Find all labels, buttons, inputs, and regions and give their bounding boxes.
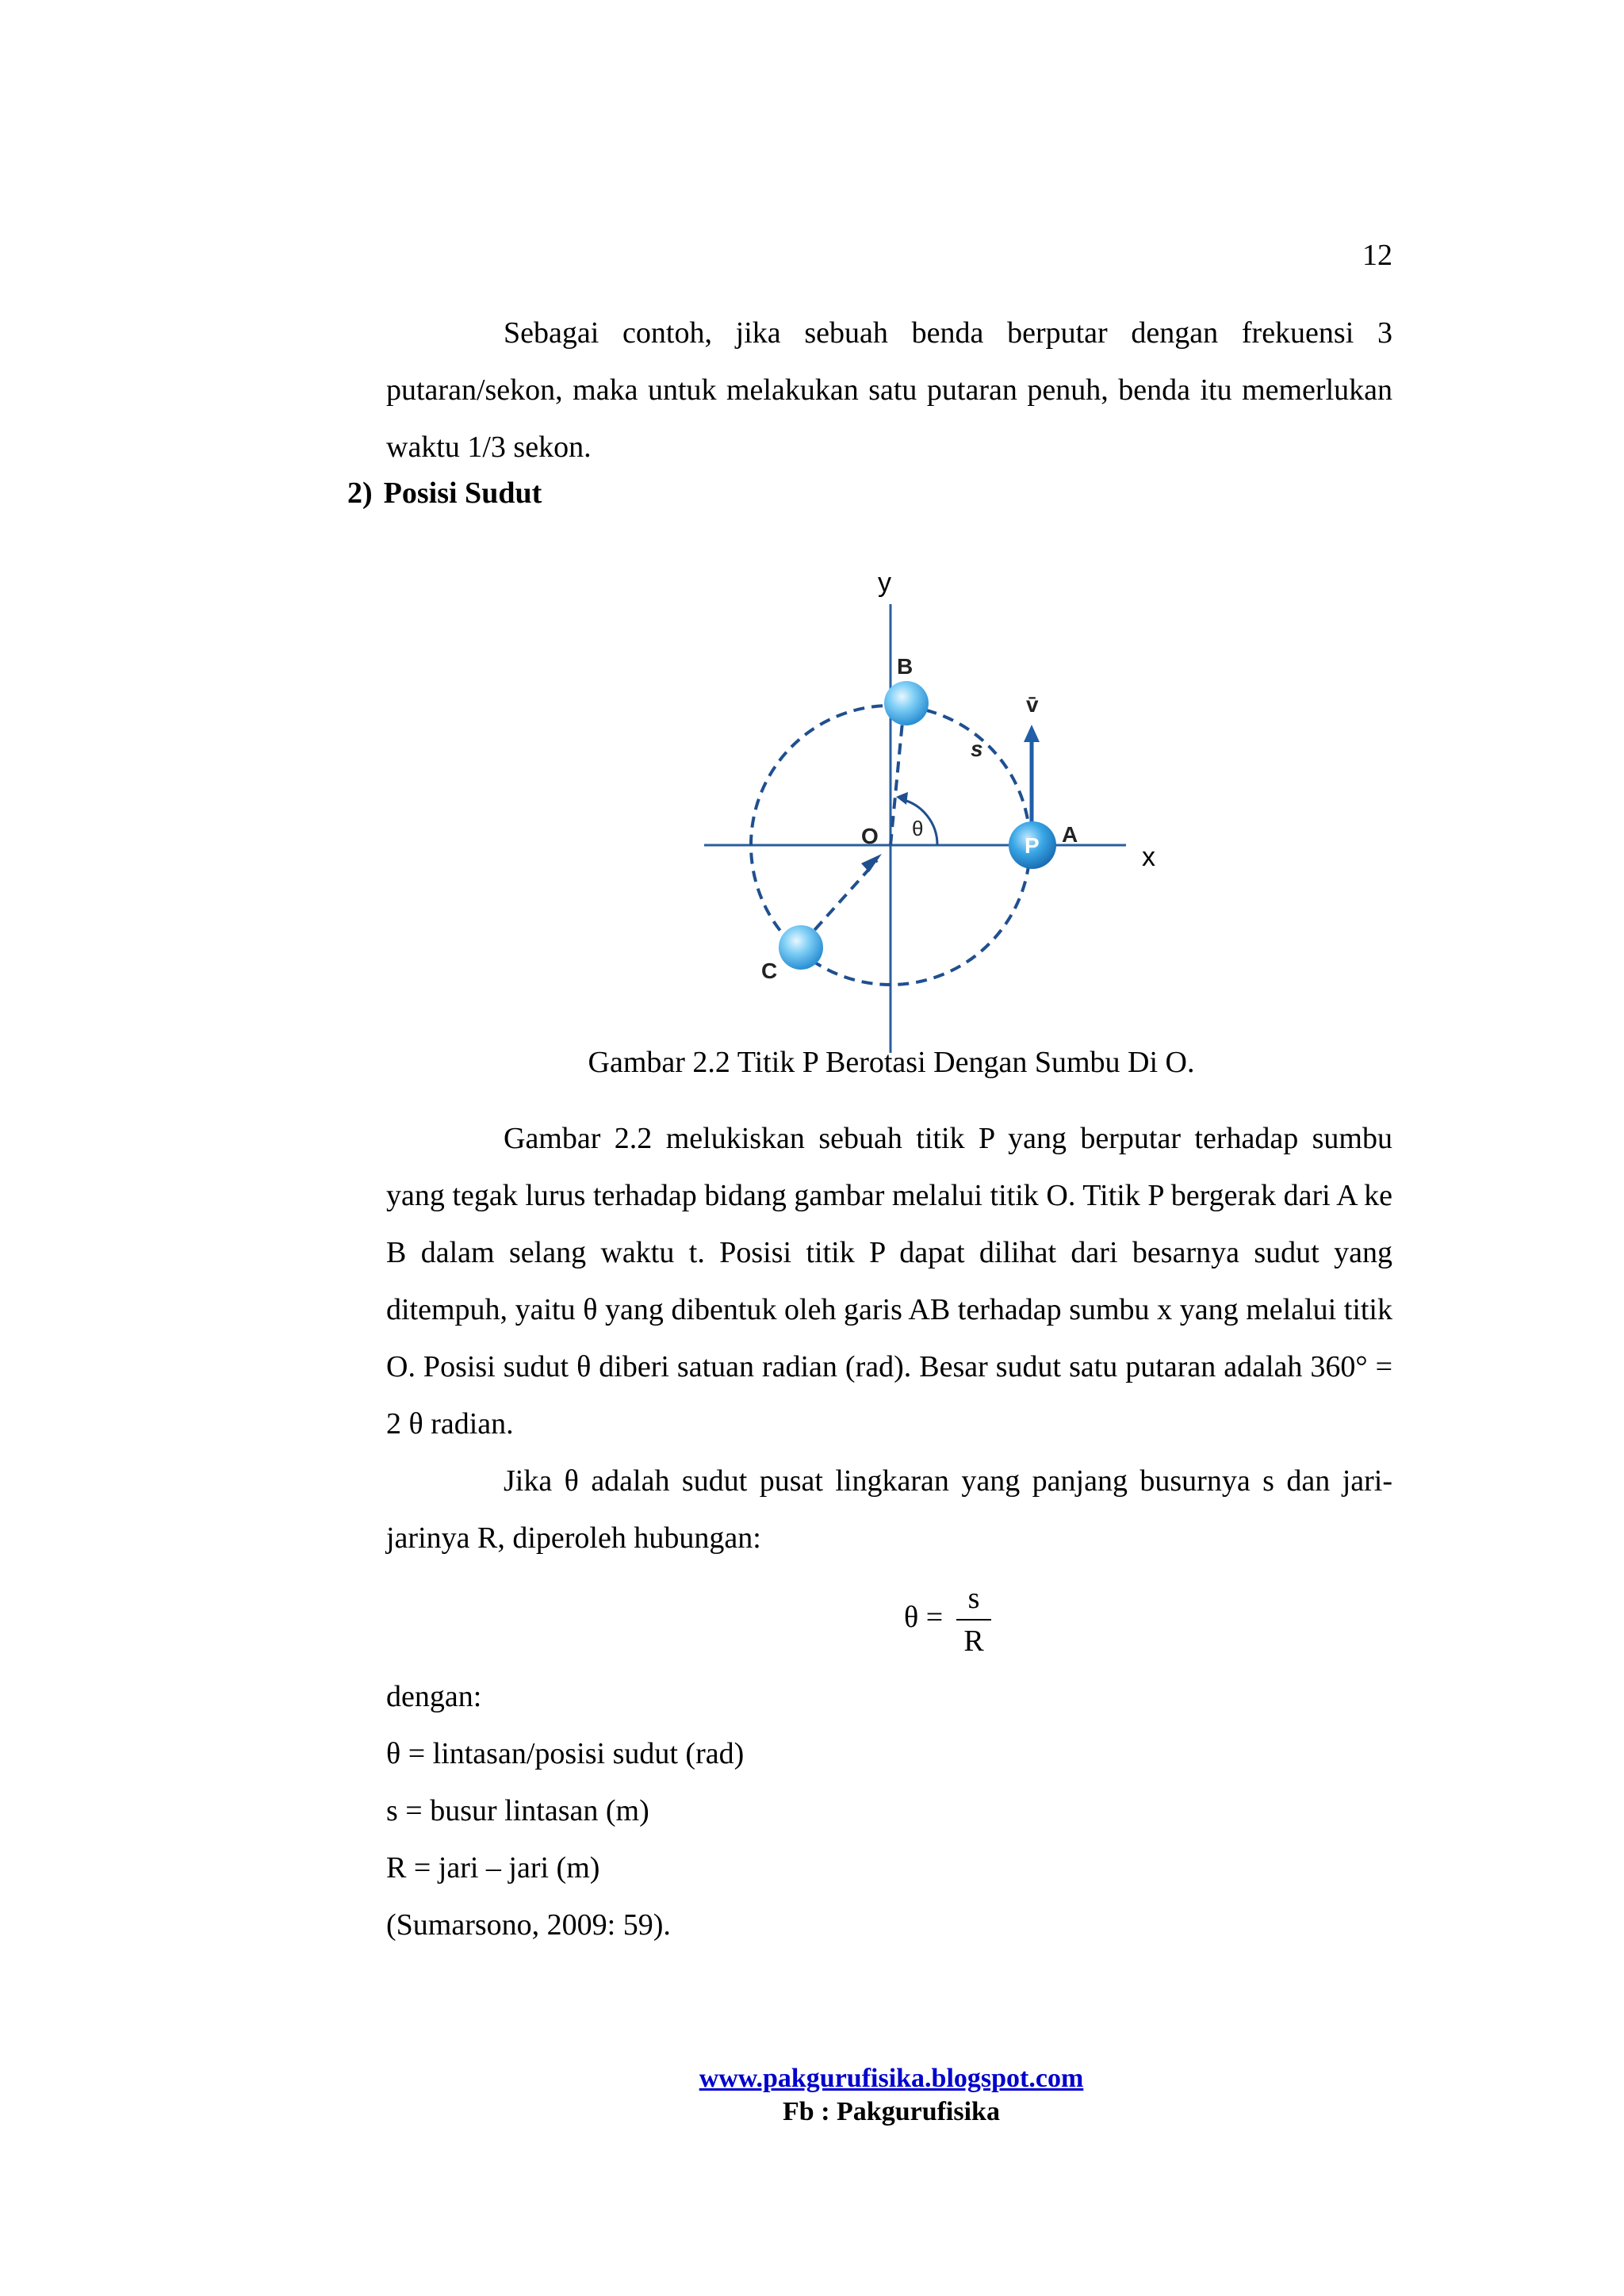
website-link[interactable]: www.pakgurufisika.blogspot.com xyxy=(699,2064,1084,2093)
section-number: 2) xyxy=(347,476,373,510)
velocity-arrow-head xyxy=(1024,725,1040,742)
formula-numerator: s xyxy=(967,1582,980,1615)
rotation-diagram xyxy=(682,555,1158,1062)
velocity-label: v̄ xyxy=(1026,692,1039,717)
section-heading xyxy=(347,476,542,511)
footer-facebook: Fb : Pakgurufisika xyxy=(783,2097,1000,2126)
x-axis-label: x xyxy=(1142,842,1155,872)
arrow-co-head xyxy=(861,854,882,872)
figure-caption: Gambar 2.2 Titik P Berotasi Dengan Sumbu Di O. xyxy=(588,1046,1195,1079)
section-title: Posisi Sudut xyxy=(383,476,542,510)
theta-arrow-head xyxy=(896,792,908,805)
page-number: 12 xyxy=(1362,239,1392,272)
point-c-label: C xyxy=(761,959,778,983)
point-b-label: B xyxy=(897,654,914,679)
definition-item: θ = lintasan/posisi sudut (rad) xyxy=(386,1737,745,1770)
origin-label: O xyxy=(861,824,879,848)
arc-s-label: s xyxy=(971,737,983,761)
definition-item: s = busur lintasan (m) xyxy=(386,1794,649,1827)
point-a-label: A xyxy=(1062,822,1078,847)
definition-item: R = jari – jari (m) xyxy=(386,1851,600,1885)
definitions-intro: dengan: xyxy=(386,1680,482,1713)
relation-paragraph: Jika θ adalah sudut pusat lingkaran yang panjang busurnya s dan jari-jarinya R, diperoleh hubungan: xyxy=(386,1464,1392,1555)
footer-website-line xyxy=(0,2063,1624,2095)
formula-denominator: R xyxy=(963,1624,984,1658)
definitions-list xyxy=(386,1668,744,1954)
y-axis-label: y xyxy=(878,568,891,598)
citation: (Sumarsono, 2009: 59). xyxy=(386,1908,671,1942)
ball-c xyxy=(779,925,823,970)
formula-lhs: θ = xyxy=(904,1601,944,1634)
formula-fraction xyxy=(956,1578,991,1662)
radius-ob xyxy=(891,706,904,845)
description-paragraph: Gambar 2.2 melukiskan sebuah titik P yang berputar terhadap sumbu yang tegak lurus terhadap bidang gambar melalui titik O. Titik P bergerak dari A ke B dalam selang waktu t. Posisi titik P dapat dilihat dari besarnya sudut yang ditempuh, yaitu θ yang dibentuk oleh garis AB terhadap sumbu x yang melalui titik O. Posisi sudut θ diberi satuan radian (rad). Besar sudut satu putaran adalah 360° = 2 θ radian. xyxy=(386,1122,1392,1441)
point-p-label: P xyxy=(1025,833,1040,858)
theta-label: θ xyxy=(912,817,924,840)
ball-b xyxy=(884,681,929,725)
intro-paragraph: Sebagai contoh, jika sebuah benda berputar dengan frekuensi 3 putaran/sekon, maka untuk melakukan satu putaran penuh, benda itu memerlukan waktu 1/3 sekon. xyxy=(386,316,1392,464)
